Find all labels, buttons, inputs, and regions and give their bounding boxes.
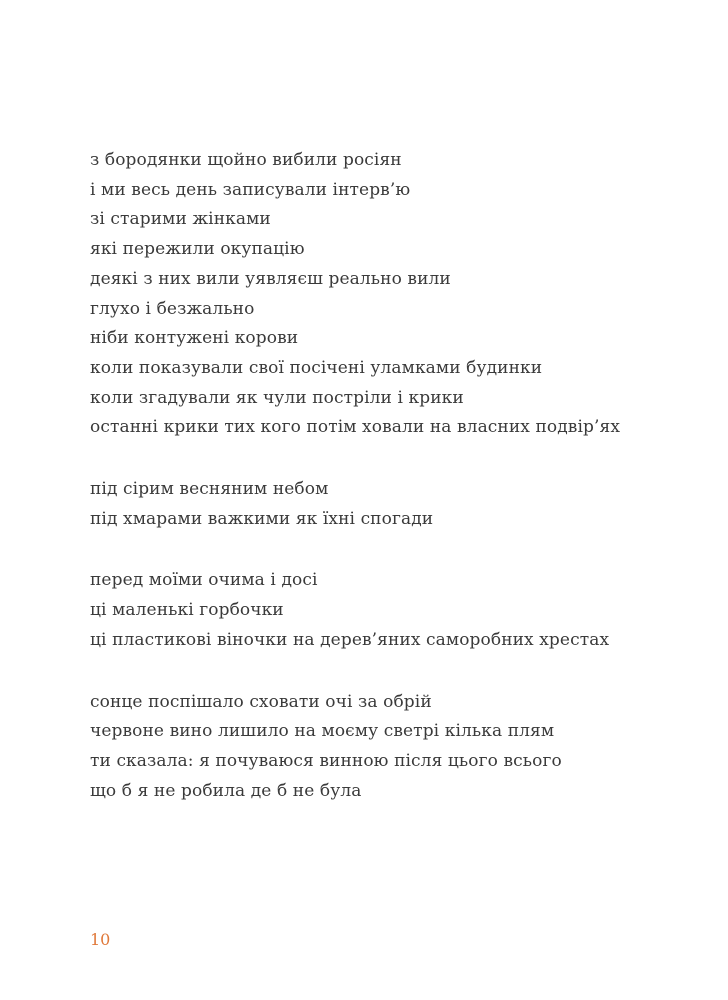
poem-line: під хмарами важкими як їхні спогади: [90, 508, 434, 529]
stanza-1: [90, 146, 690, 443]
poem-line: ці пластикові віночки на дерев’яних саморобних хрестах: [90, 629, 610, 650]
poem-line: коли показували свої посічені уламками будинки: [90, 357, 543, 378]
stanza-3: [90, 566, 690, 655]
poem-line: перед моїми очима і досі: [90, 570, 318, 591]
poem-line: які пережили окупацію: [90, 239, 305, 260]
poem-line: зі старими жінками: [90, 209, 271, 230]
poem-line: коли згадували як чули постріли і крики: [90, 387, 464, 408]
poem-line: ти сказала: я почуваюся винною після цього всього: [90, 750, 562, 771]
poem-line: з бородянки щойно вибили росіян: [90, 150, 402, 170]
poem-line: ці маленькі горбочки: [90, 600, 284, 621]
poem-line: і ми весь день записували інтерв’ю: [90, 179, 411, 200]
stanza-2: [90, 475, 690, 534]
poem: [90, 146, 690, 838]
poem-line: глухо і безжально: [90, 298, 255, 319]
page-number: 10: [90, 930, 111, 949]
stanza-4: [90, 688, 690, 807]
poem-line: сонце поспішало сховати очі за обрій: [90, 691, 432, 712]
poem-line: що б я не робила де б не була: [90, 780, 362, 801]
poem-line: під сірим весняним небом: [90, 479, 329, 500]
poem-line: червоне вино лишило на моєму светрі кілька плям: [90, 721, 555, 742]
poem-line: деякі з них вили уявляєш реально вили: [90, 268, 451, 289]
poem-line: останні крики тих кого потім ховали на власних подвір’ях: [90, 417, 621, 438]
poem-line: ніби контужені корови: [90, 328, 299, 349]
